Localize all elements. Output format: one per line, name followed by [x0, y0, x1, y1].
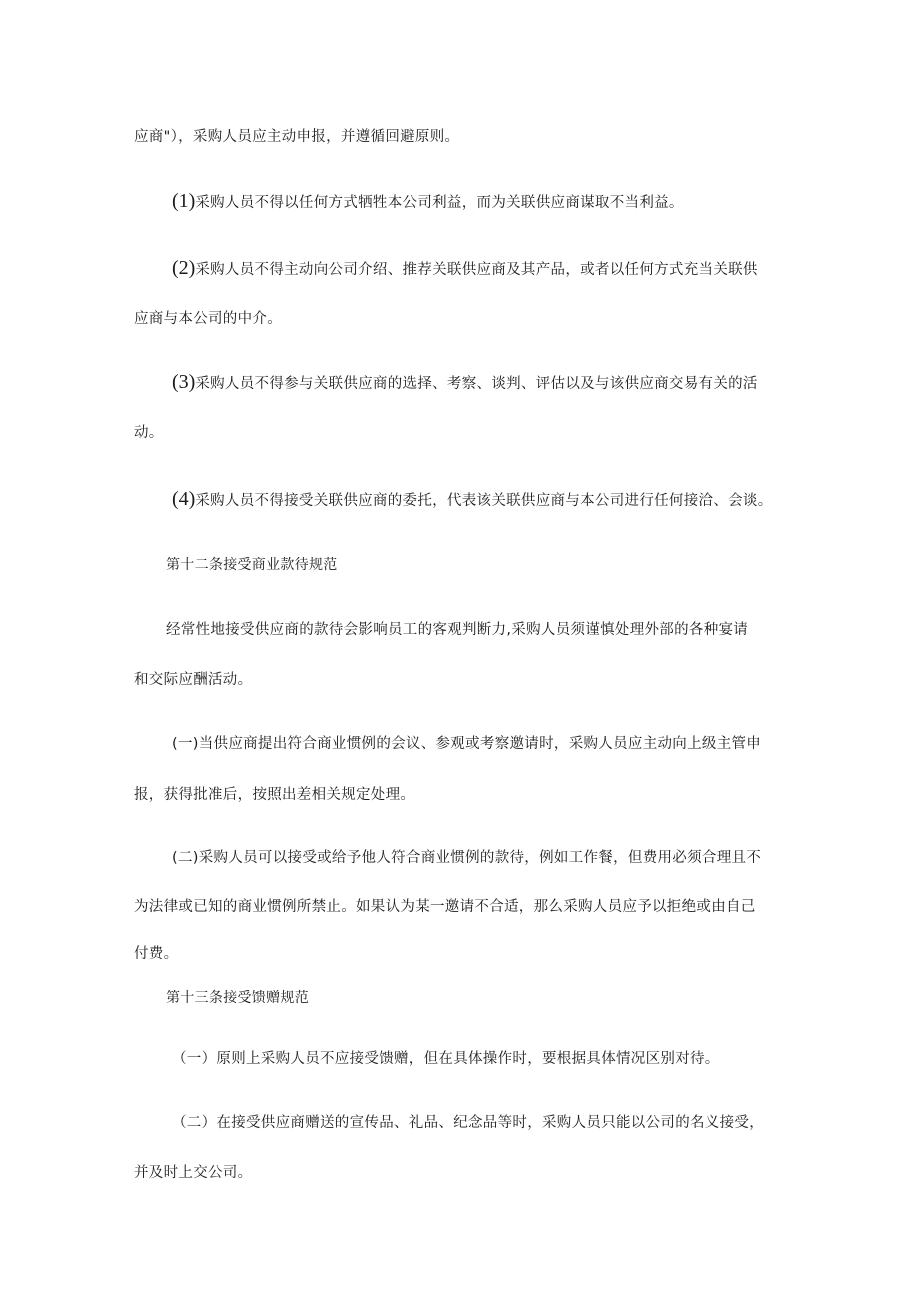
item-text: 采购人员不得参与关联供应商的选择、考察、谈判、评估以及与该供应商交易有关的活	[195, 376, 758, 392]
paragraph-line: 并及时上交公司。	[134, 1165, 253, 1181]
item-number: (3)	[172, 371, 196, 393]
paragraph-line: 应商"），采购人员应主动申报，并遵循回避原则。	[134, 129, 460, 145]
paragraph-line: 和交际应酬活动。	[134, 672, 253, 688]
paragraph-line: 报，获得批准后，按照出差相关规定处理。	[134, 787, 416, 803]
paragraph-line: 付费。	[134, 946, 179, 962]
paragraph-line: （二）在接受供应商赠送的宣传品、礼品、纪念品等时，采购人员只能以公司的名义接受，	[172, 1115, 764, 1131]
item-number: (1)	[172, 190, 196, 212]
item-text: 采购人员不得接受关联供应商的委托，代表该关联供应商与本公司进行任何接洽、会谈。	[195, 493, 773, 509]
paragraph-line: (一)当供应商提出符合商业惯例的会议、参观或考察邀请时，采购人员应主动向上级主管申	[172, 736, 762, 752]
paragraph-line: 动。	[134, 425, 164, 441]
numbered-item-2	[172, 258, 758, 280]
numbered-item-1	[172, 191, 684, 213]
paragraph-line: （一）原则上采购人员不应接受馈赠，但在具体操作时，要根据具体情况区别对待。	[172, 1051, 720, 1067]
item-number: (4)	[172, 488, 196, 510]
item-number: (2)	[172, 257, 196, 279]
numbered-item-3	[172, 372, 758, 394]
paragraph-line: (二)采购人员可以接受或给予他人符合商业惯例的款待，例如工作餐，但费用必须合理且不	[172, 850, 762, 866]
paragraph-line: 为法律或已知的商业惯例所禁止。如果认为某一邀请不合适，那么采购人员应予以拒绝或由自己	[134, 899, 756, 915]
item-text: 采购人员不得以任何方式牺牲本公司利益，而为关联供应商谋取不当利益。	[195, 195, 684, 211]
article-12-heading: 第十二条接受商业款待规范	[166, 557, 338, 573]
paragraph-line: 应商与本公司的中介。	[134, 311, 282, 327]
paragraph-line: 经常性地接受供应商的款待会影响员工的客观判断力,采购人员须谨慎处理外部的各种宴请	[166, 622, 749, 638]
article-13-heading: 第十三条接受馈赠规范	[166, 990, 309, 1006]
numbered-item-4	[172, 489, 773, 511]
item-text: 采购人员不得主动向公司介绍、推荐关联供应商及其产品，或者以任何方式充当关联供	[195, 262, 758, 278]
